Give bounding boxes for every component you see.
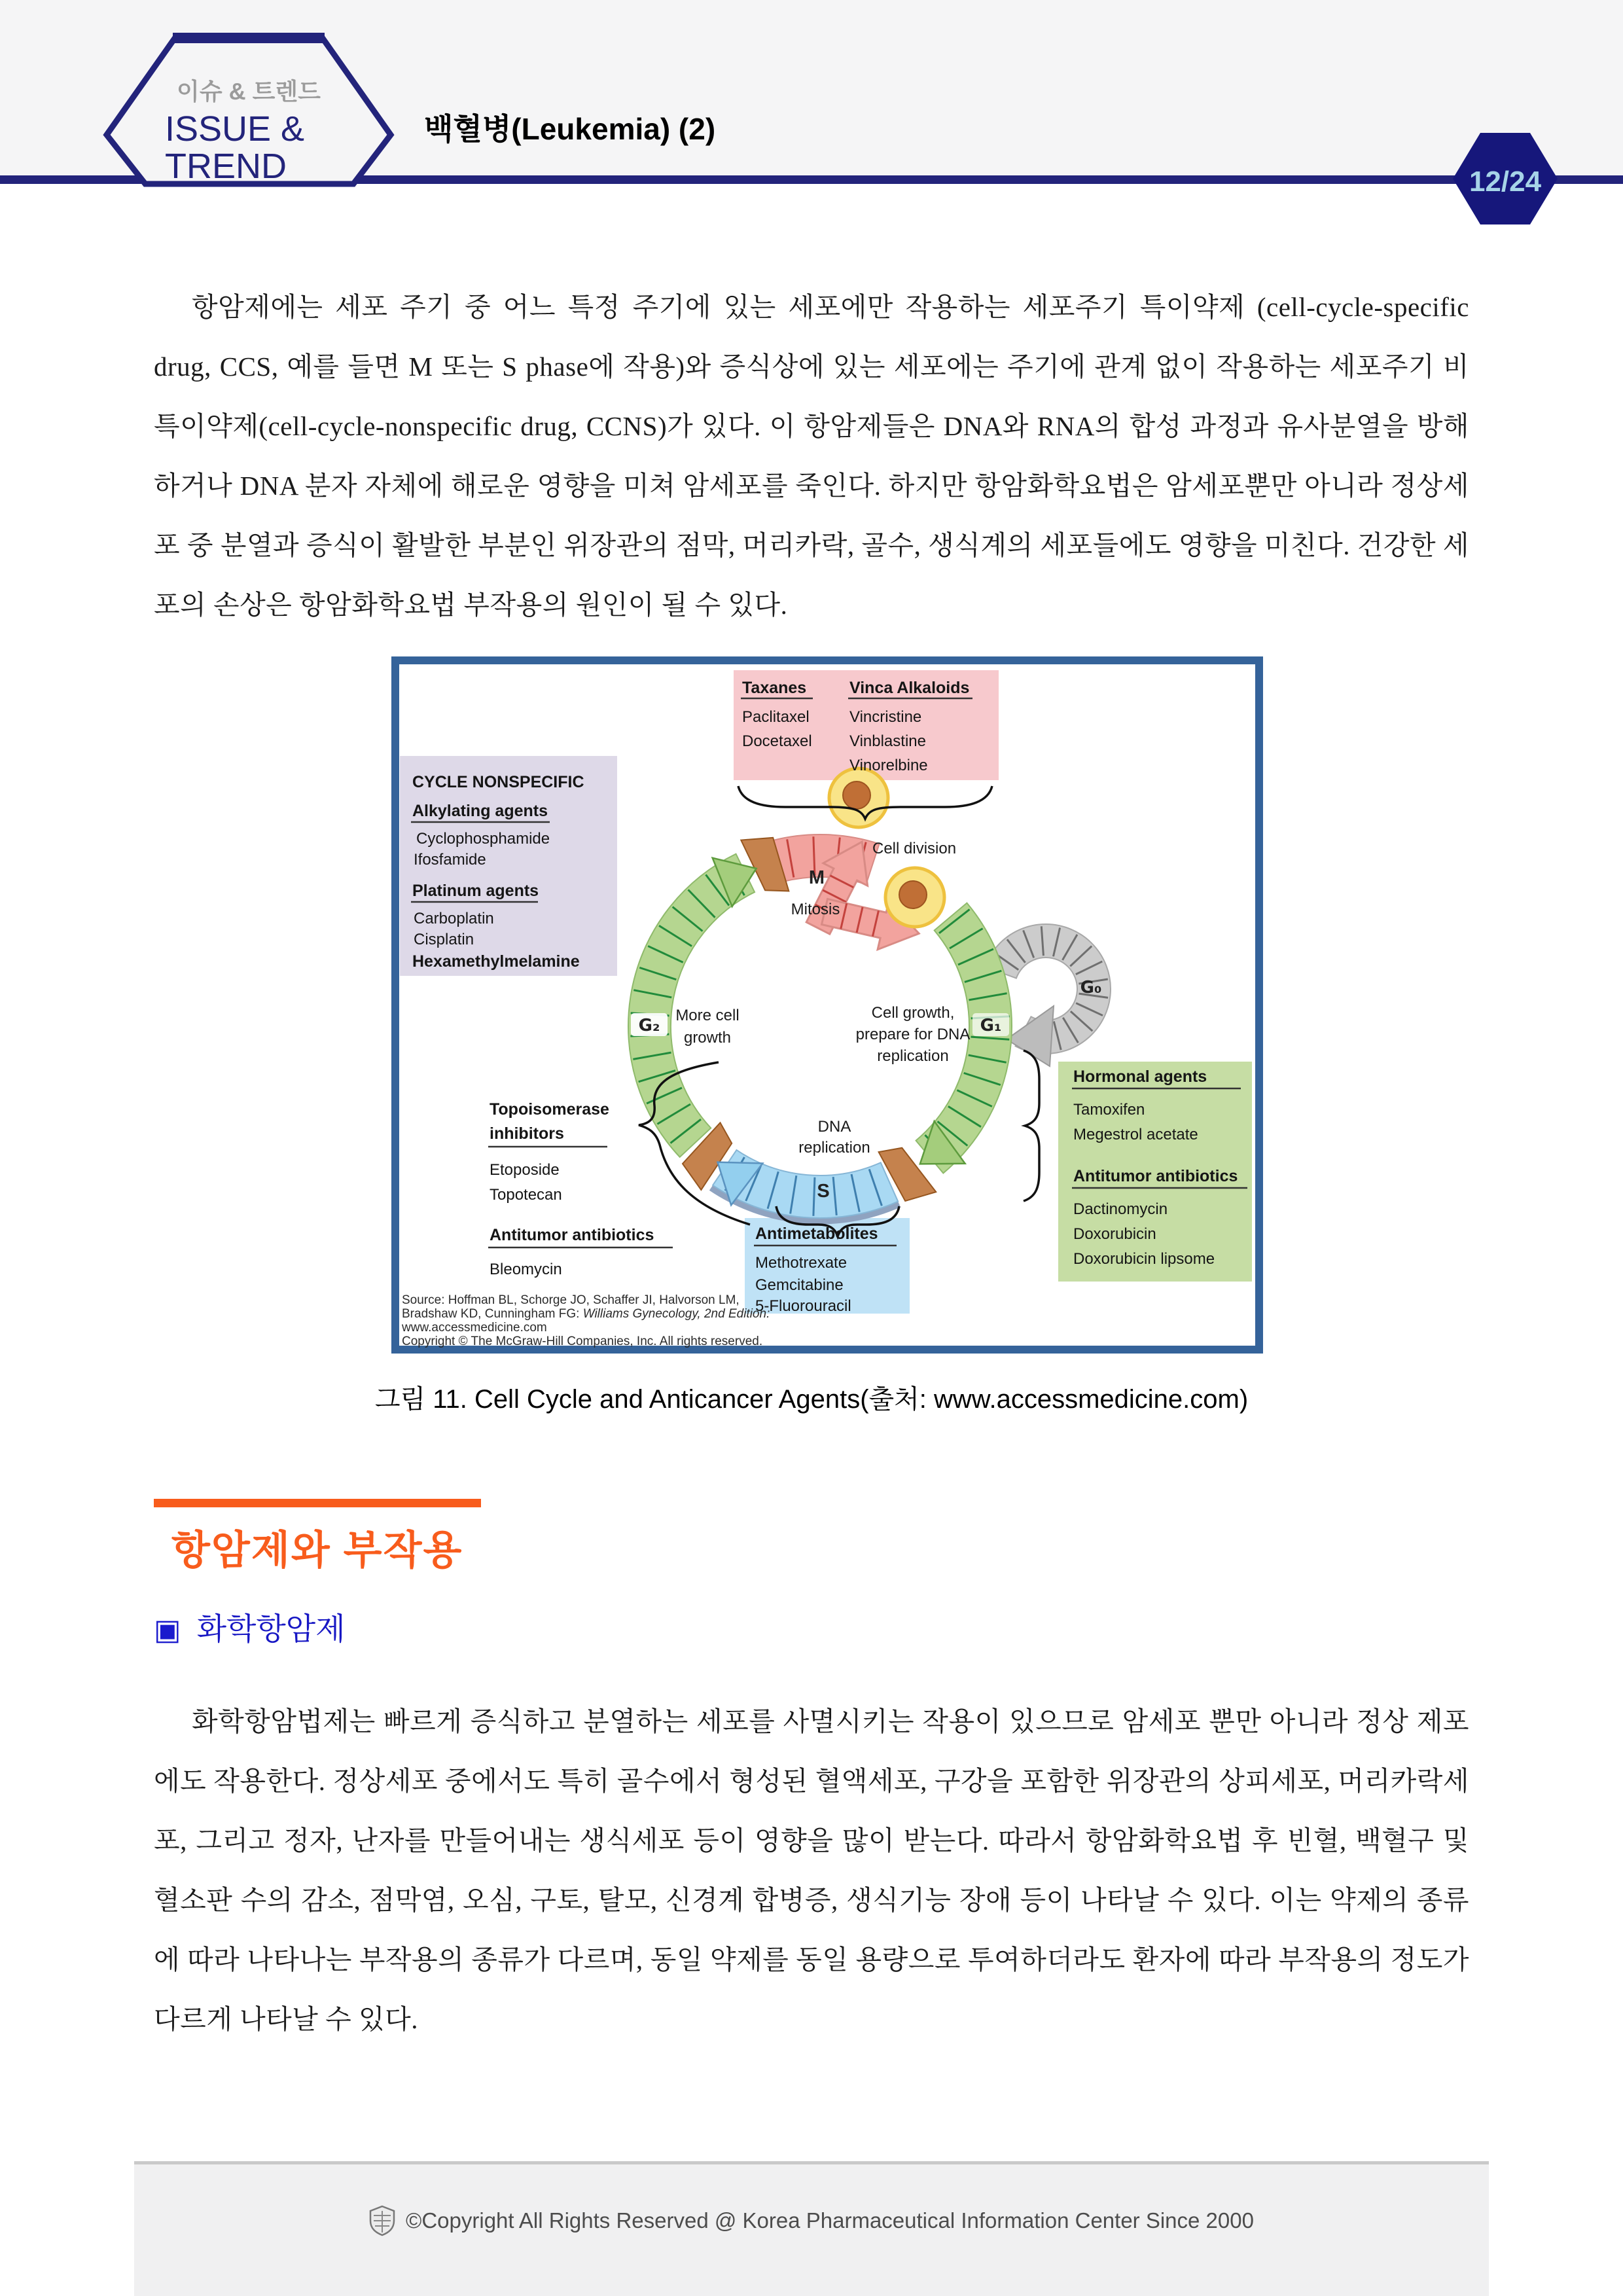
body-paragraph-1: 항암제에는 세포 주기 중 어느 특정 주기에 있는 세포에만 작용하는 세포주기 특이약제 (cell-cycle-specific drug, CCS, 예를 들면 M 또는 S phase에 작용)와 증식상에 있는 세포에는 주기에 관계 없이 작용하는 세포주기 비특이약제(cell-cycle-nonspecific drug, CCNS)가 있다. 이 항암제들은 DNA와 RNA의 합성 과정과 유사분열을 방해하거나 DNA 분자 자체에 해로운 영향을 미쳐 암세포를 죽인다. 하지만 항암화학요법은 암세포뿐만 아니라 정상세포 중 분열과 증식이 활발한 부분인 위장관의 점막, 머리카락, 골수, 생식계의 세포들에도 영향을 미친다. 건강한 세포의 손상은 항암화학요법 부작용의 원인이 될 수 있다. bbox=[154, 292, 1469, 620]
topoisomerase-title-line1: Topoisomerase bbox=[490, 1100, 609, 1119]
antimetabolites-title: Antimetabolites bbox=[755, 1225, 878, 1243]
logo-hexagon-top-bar bbox=[173, 33, 325, 43]
taxanes-title: Taxanes bbox=[742, 679, 807, 697]
antibiotics-right-item: Doxorubicin bbox=[1073, 1225, 1156, 1243]
cell-growth-label: replication bbox=[877, 1047, 949, 1065]
hormonal-item: Tamoxifen bbox=[1073, 1101, 1145, 1119]
cell-nucleus-2 bbox=[899, 881, 927, 908]
phase-m-label: M bbox=[808, 867, 825, 888]
alkylating-item: Cyclophosphamide bbox=[416, 830, 550, 848]
cell-cycle-diagram bbox=[391, 656, 1263, 1354]
figure-source-line2b: Williams Gynecology, 2nd Edition: bbox=[582, 1307, 770, 1321]
page-footer bbox=[134, 2161, 1489, 2296]
vinca-item: Vinorelbine bbox=[849, 757, 928, 774]
platinum-item: Cisplatin bbox=[414, 931, 474, 948]
taxanes-item: Docetaxel bbox=[742, 732, 812, 750]
cell-growth-label: prepare for DNA bbox=[855, 1026, 971, 1043]
logo-korean-text: 이슈 & 트렌드 bbox=[177, 78, 321, 105]
section-accent-bar bbox=[154, 1499, 481, 1507]
cell-growth-label: Cell growth, bbox=[871, 1004, 955, 1022]
page-header bbox=[0, 0, 1623, 236]
dna-replication-label: replication bbox=[798, 1139, 870, 1157]
topoisomerase-item: Etoposide bbox=[490, 1161, 560, 1179]
platinum-title: Platinum agents bbox=[412, 882, 539, 900]
more-cell-growth-label: More cell bbox=[675, 1007, 740, 1024]
dna-replication-label: DNA bbox=[817, 1118, 851, 1136]
topoisomerase-title-line2: inhibitors bbox=[490, 1124, 564, 1143]
figure-caption: 그림 11. Cell Cycle and Anticancer Agents(출처: www.accessmedicine.com) bbox=[374, 1385, 1249, 1414]
figure-source-line3: www.accessmedicine.com bbox=[402, 1321, 547, 1335]
section-subheading bbox=[154, 1605, 346, 1649]
s-phase-hatch bbox=[813, 1177, 815, 1216]
alkylating-title: Alkylating agents bbox=[412, 802, 548, 820]
cell-division-label: Cell division bbox=[872, 840, 957, 857]
page-title: 백혈병(Leukemia) (2) bbox=[424, 112, 716, 146]
antibiotics-right-item: Doxorubicin lipsome bbox=[1073, 1250, 1215, 1268]
phase-g2-label: G₂ bbox=[638, 1016, 660, 1035]
vinca-title: Vinca Alkaloids bbox=[849, 679, 970, 697]
hexamethylmelamine-label: Hexamethylmelamine bbox=[412, 952, 580, 971]
mitosis-label: Mitosis bbox=[791, 901, 840, 918]
antimetabolites-item: 5-Fluorouracil bbox=[755, 1297, 851, 1315]
figure-cell-cycle bbox=[391, 656, 1263, 1354]
phase-g0-label: G₀ bbox=[1080, 978, 1102, 997]
logo-english-line1: ISSUE & bbox=[165, 109, 305, 149]
subheading-text: 화학항암제 bbox=[196, 1613, 346, 1647]
vinca-item: Vinblastine bbox=[849, 732, 926, 750]
cycle-nonspecific-title: CYCLE NONSPECIFIC bbox=[412, 773, 584, 791]
antibiotics-right-title: Antitumor antibiotics bbox=[1073, 1167, 1238, 1185]
logo-english-line2: TREND bbox=[165, 147, 287, 186]
body-paragraph-2: 화학항암법제는 빠르게 증식하고 분열하는 세포를 사멸시키는 작용이 있으므로 암세포 뿐만 아니라 정상 제포에도 작용한다. 정상세포 중에서도 특히 골수에서 형성된 혈액세포, 구강을 포함한 위장관의 상피세포, 머리카락세포, 그리고 정자, 난자를 만들어내는 생식세포 등이 영향을 많이 받는다. 따라서 항암화학요법 후 빈혈, 백혈구 및 혈소판 수의 감소, 점막염, 오심, 구토, 탈모, 신경계 합병증, 생식기능 장애 등이 나타날 수 있다. 이는 약제의 종류에 따라 나타나는 부작용의 종류가 다르며, 동일 약제를 동일 용량으로 투여하더라도 환자에 따라 부작용의 정도가 다르게 나타날 수 있다. bbox=[154, 1706, 1469, 2034]
topoisomerase-item: Topotecan bbox=[490, 1186, 562, 1204]
platinum-item: Carboplatin bbox=[414, 910, 494, 927]
hormonal-title: Hormonal agents bbox=[1073, 1067, 1207, 1086]
antibiotics-right-item: Dactinomycin bbox=[1073, 1200, 1168, 1218]
antimetabolites-item: Gemcitabine bbox=[755, 1276, 844, 1294]
antibiotics-left-item: Bleomycin bbox=[490, 1261, 562, 1278]
cell-nucleus-1 bbox=[843, 781, 870, 809]
figure-source-line2a: Bradshaw KD, Cunningham FG: bbox=[402, 1307, 583, 1321]
footer-content bbox=[134, 2205, 1489, 2236]
footer-copyright-text: ©Copyright All Rights Reserved @ Korea Pharmaceutical Information Center Since 2000 bbox=[406, 2208, 1254, 2233]
antibiotics-left-title: Antitumor antibiotics bbox=[490, 1226, 654, 1244]
figure-copyright-line: Copyright © The McGraw-Hill Companies, Inc. All rights reserved. bbox=[402, 1335, 763, 1348]
phase-s-label: S bbox=[817, 1181, 830, 1202]
section-heading: 항암제와 부작용 bbox=[171, 1528, 463, 1572]
antimetabolites-item: Methotrexate bbox=[755, 1254, 847, 1272]
phase-g1-label: G₁ bbox=[980, 1016, 1002, 1035]
figure-source-line1: Source: Hoffman BL, Schorge JO, Schaffer JI, Halvorson LM, bbox=[402, 1293, 740, 1307]
figure-source-line2 bbox=[402, 1307, 770, 1321]
more-cell-growth-label: growth bbox=[683, 1029, 732, 1047]
shield-logo-icon bbox=[369, 2205, 395, 2236]
page-number-badge: 12/24 bbox=[1469, 166, 1542, 198]
square-bullet-icon: ▣ bbox=[154, 1613, 181, 1647]
alkylating-item: Ifosfamide bbox=[414, 851, 486, 869]
taxanes-item: Paclitaxel bbox=[742, 708, 810, 726]
hormonal-item: Megestrol acetate bbox=[1073, 1126, 1198, 1143]
vinca-item: Vincristine bbox=[849, 708, 922, 726]
